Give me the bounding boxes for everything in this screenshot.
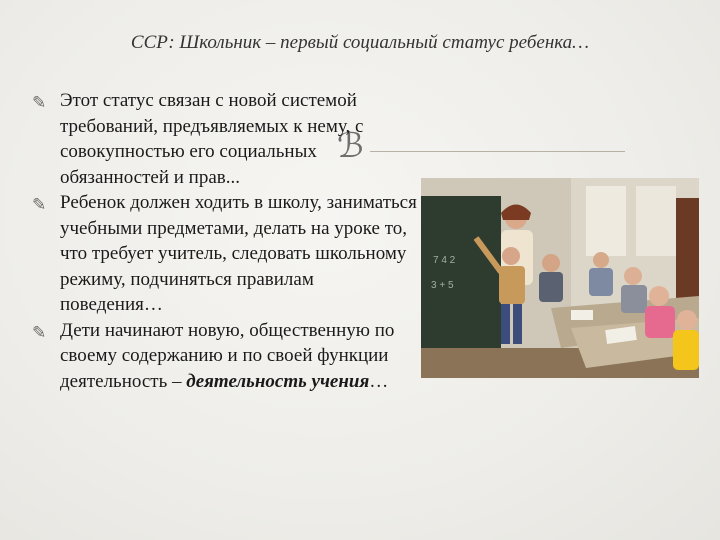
quill-bullet-icon: ✎ — [32, 195, 47, 214]
bullet-text: Ребенок должен ходить в школу, заниматься учебными предметами, делать на уроке то, что требует учитель, следовать школьному режиму, подчиняться правилам поведения… — [60, 192, 417, 315]
bullet-list — [32, 88, 417, 394]
quill-bullet-icon: ✎ — [32, 93, 47, 112]
svg-text:7 4 2: 7 4 2 — [433, 255, 456, 266]
bullet-text-end: … — [369, 370, 389, 392]
bullet-item — [32, 88, 417, 190]
svg-text:3 + 5: 3 + 5 — [431, 280, 454, 291]
decorative-glyph: ℬ — [337, 128, 364, 165]
quill-bullet-icon: ✎ — [32, 322, 47, 342]
bullet-emphasis: деятельность учения — [186, 370, 370, 392]
bullet-item — [32, 318, 417, 395]
bullet-text: Дети начинают новую, общественную по своему содержанию и по своей функции деятельность – — [60, 319, 395, 392]
bullet-text: Этот статус связан с новой системой требований, предъявляемых к нему, с совокупностью его социальных обязанностей и прав... — [60, 90, 364, 188]
slide-title: ССР: Школьник – первый социальный статус ребенка… — [130, 32, 590, 53]
bullet-item — [32, 190, 417, 318]
classroom-photo — [421, 178, 699, 378]
